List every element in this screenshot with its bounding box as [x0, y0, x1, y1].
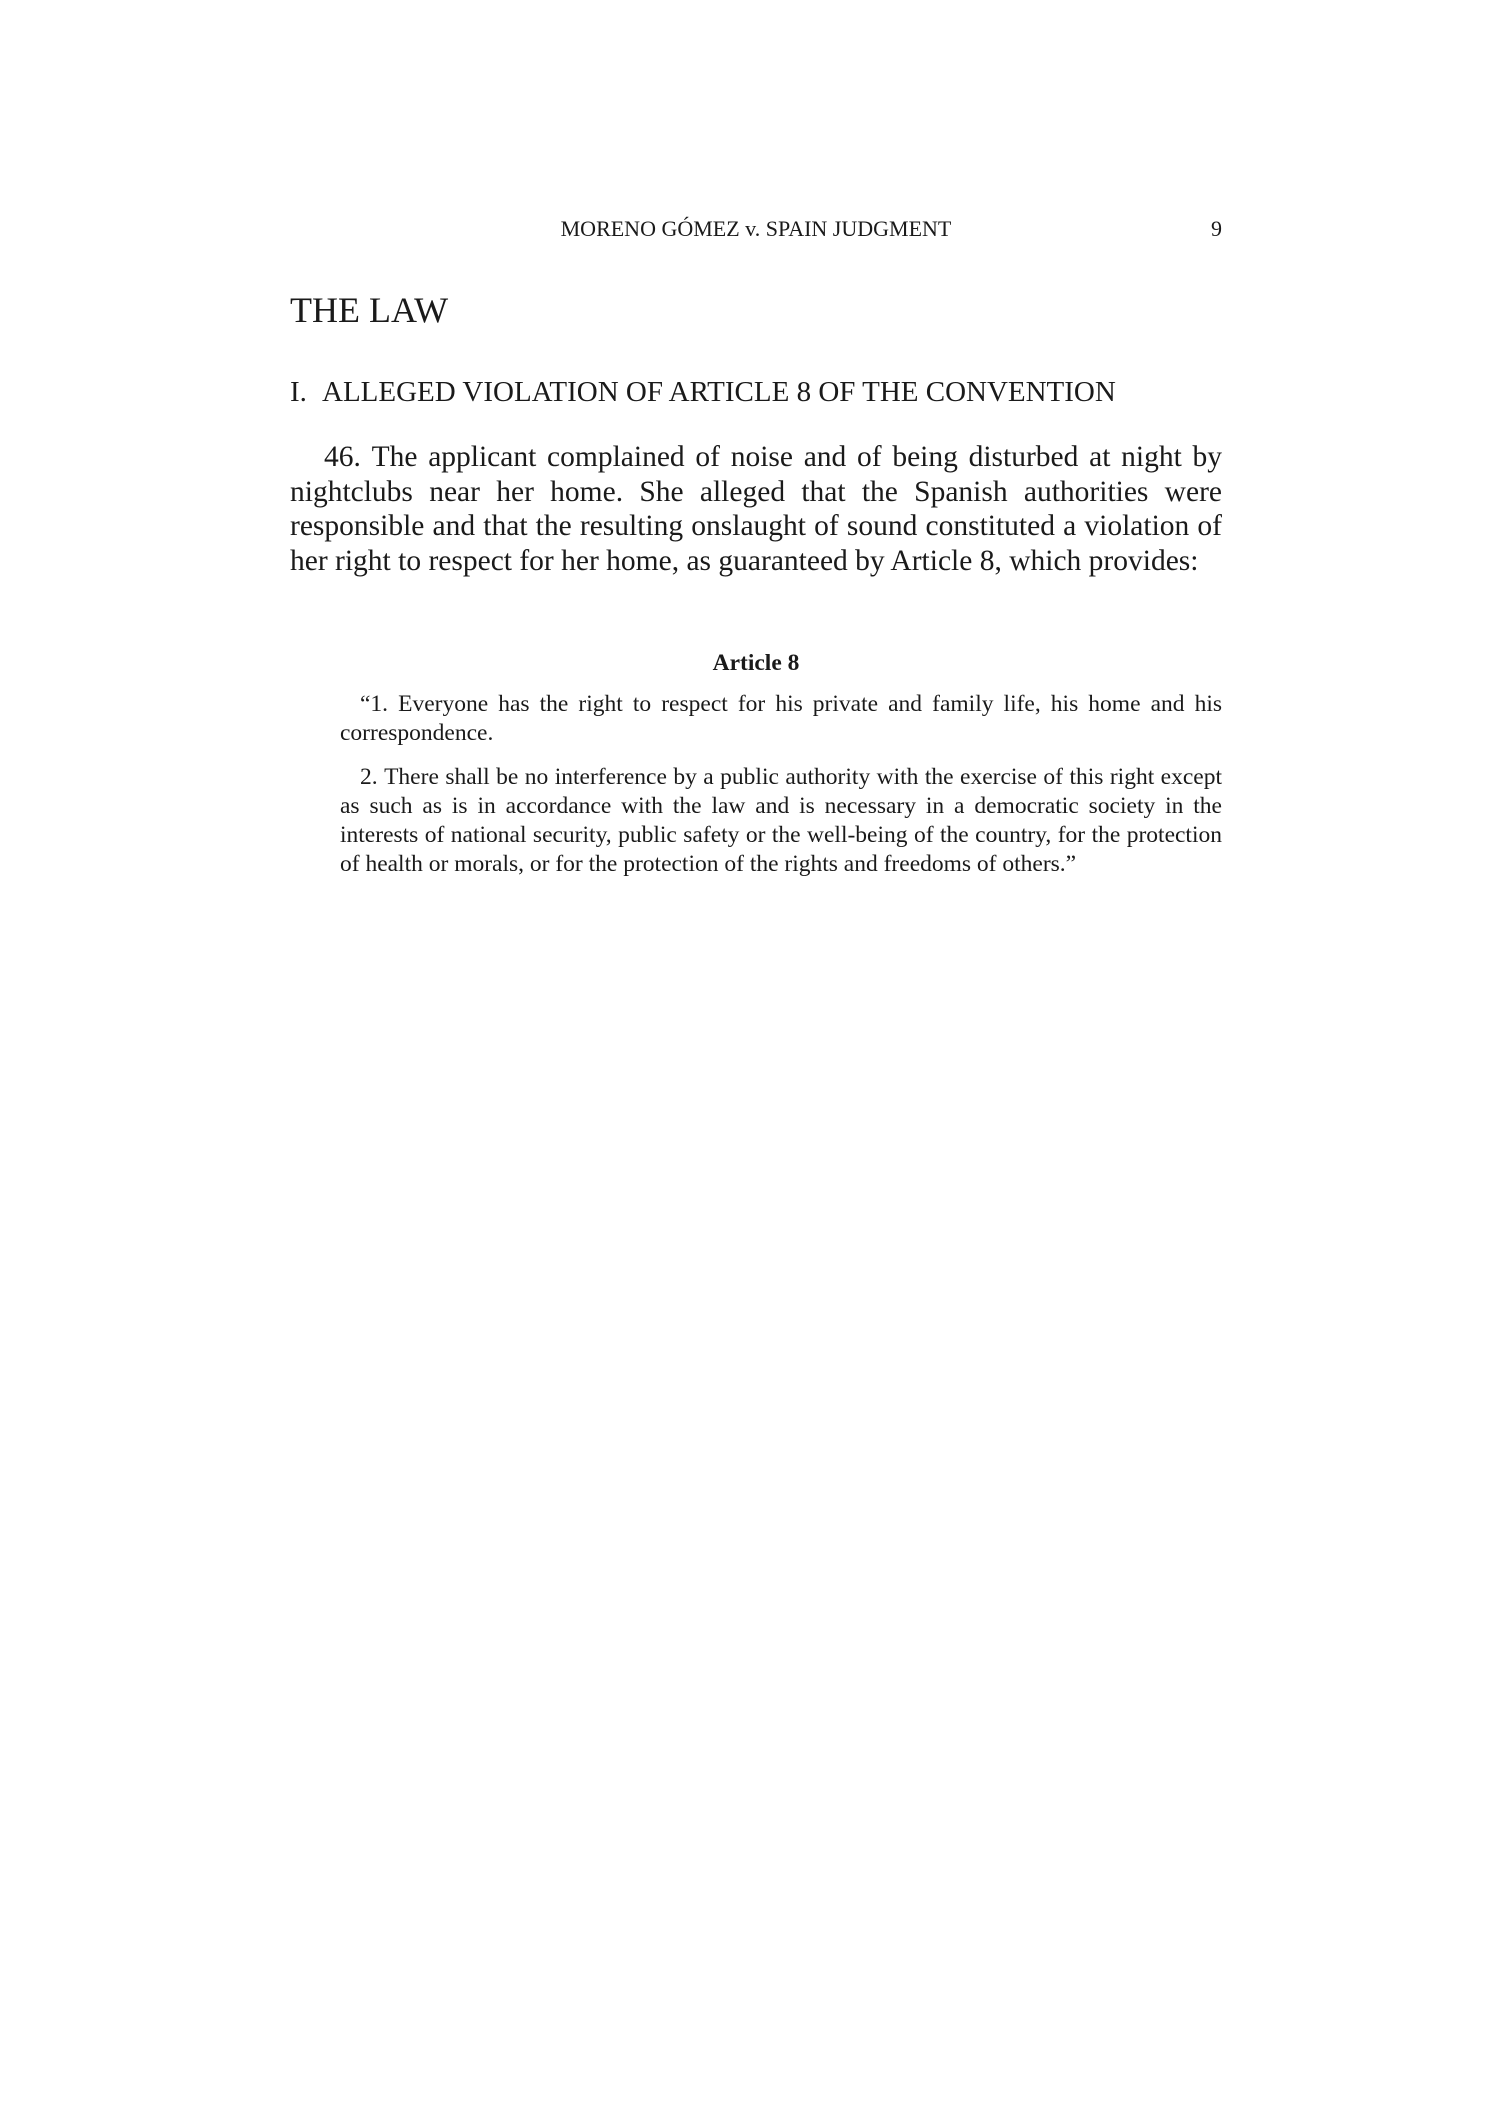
article-title: Article 8: [712, 650, 800, 676]
running-title: MORENO GÓMEZ v. SPAIN JUDGMENT: [560, 216, 952, 241]
clause-number: 2.: [360, 764, 378, 790]
article-clause-1: [340, 690, 1222, 748]
page-number: 9: [1211, 216, 1222, 241]
paragraph-46: [290, 440, 1222, 578]
article-clause-2: [340, 763, 1222, 879]
running-header: [290, 214, 1222, 244]
clause-number: “1.: [360, 691, 389, 717]
section-heading: [290, 374, 1230, 410]
main-heading: THE LAW: [290, 290, 449, 330]
clause-text: Everyone has the right to respect for his private and family life, his home and his correspondence.: [340, 691, 1222, 746]
section-number: I.: [290, 376, 307, 408]
paragraph-text: The applicant complained of noise and of being disturbed at night by nightclubs near her home. She alleged that the Spanish authorities were responsible and that the resulting onslaught of sound constituted a violation of her right to respect for her home, as guaranteed by Article 8, which provides:: [290, 441, 1223, 577]
section-title: ALLEGED VIOLATION OF ARTICLE 8 OF THE CONVENTION: [322, 376, 1116, 408]
paragraph-number: 46.: [324, 441, 361, 473]
clause-text: There shall be no interference by a public authority with the exercise of this right except as such as is in accordance with the law and is necessary in a democratic society in the interests of national security, public safety or the well-being of the country, for the protection of health or morals, or for the protection of the rights and freedoms of others.”: [340, 764, 1223, 877]
